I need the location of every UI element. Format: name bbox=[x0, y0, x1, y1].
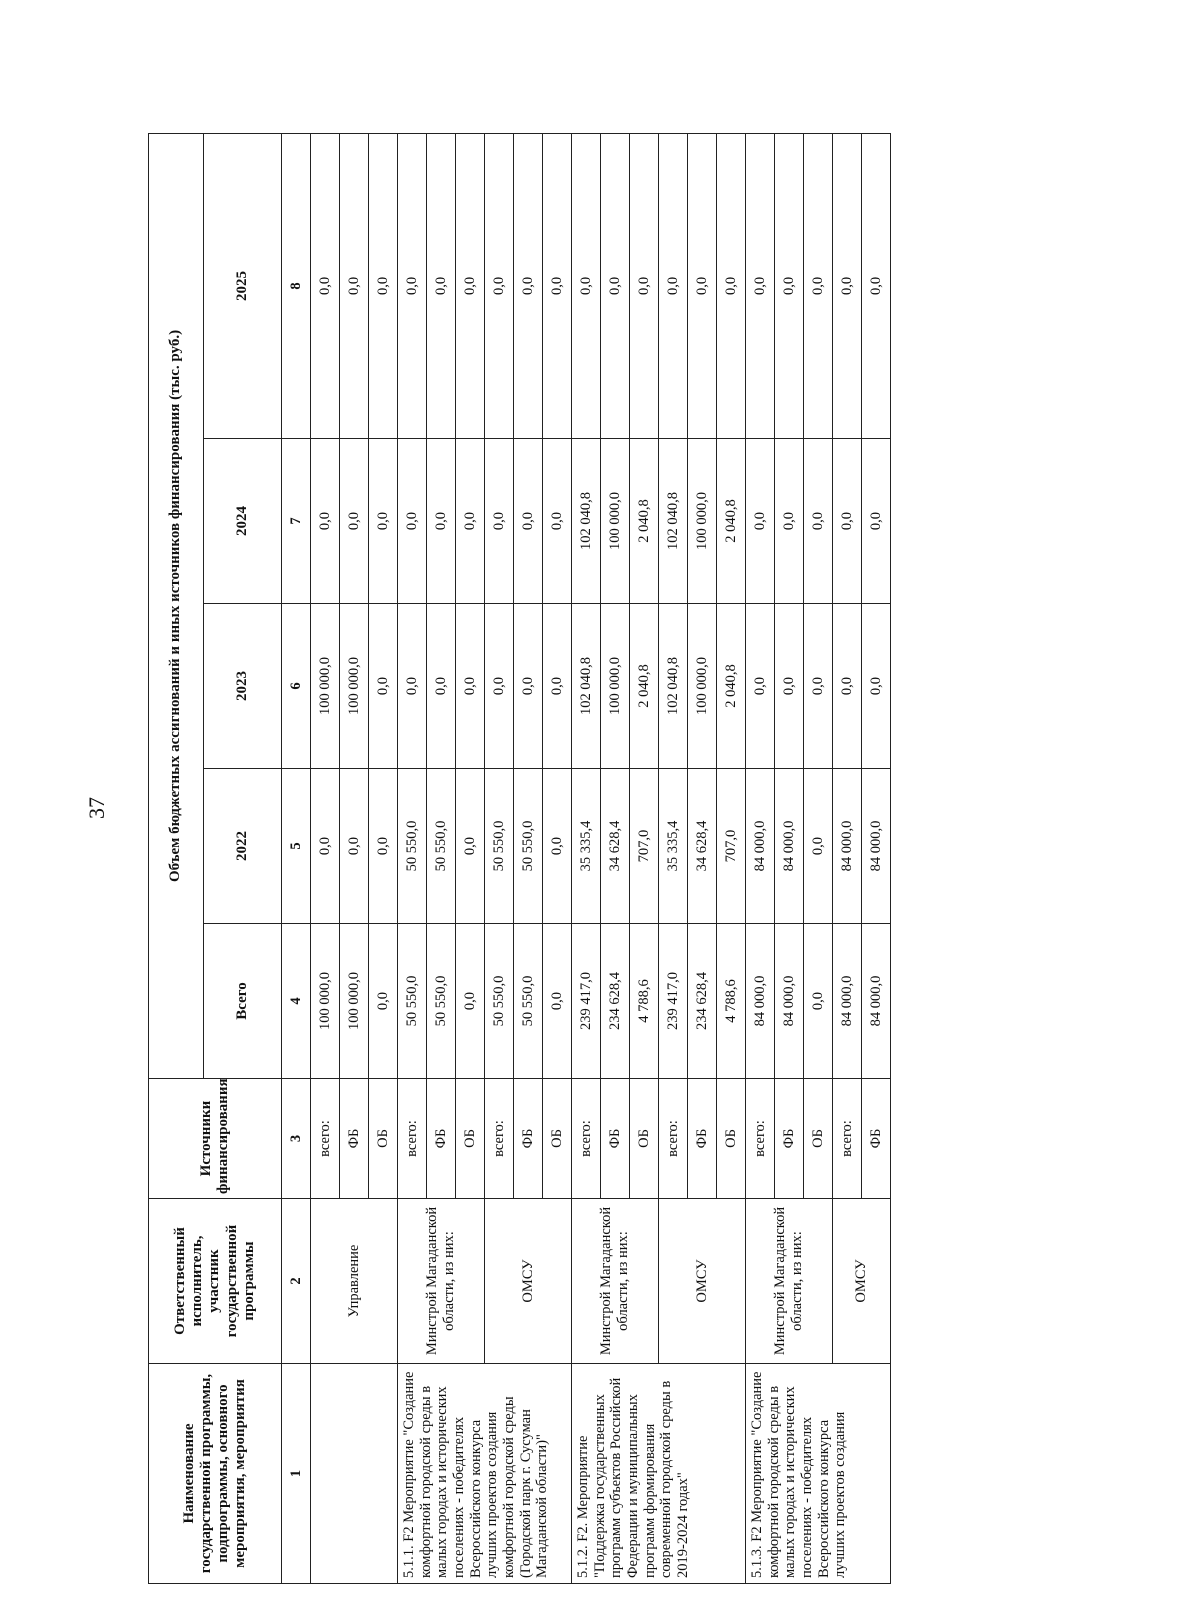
amount-cell: 100 000,0 bbox=[311, 604, 340, 769]
amount-cell: 0,0 bbox=[804, 133, 833, 438]
funding-source-cell: всего: bbox=[833, 1079, 862, 1199]
amount-cell: 100 000,0 bbox=[601, 439, 630, 604]
amount-cell: 100 000,0 bbox=[340, 924, 369, 1079]
activity-name: 5.1.1. F2 Мероприятие "Создание комфортной городской среды в малых городах и исторических поселениях - победителях Всероссийского конкурса лучших проектов создания комфортной городской среды (Городской парк г. Сусуман Магаданской области)" bbox=[398, 1364, 572, 1584]
funding-source-cell: ОБ bbox=[456, 1079, 485, 1199]
amount-cell: 0,0 bbox=[369, 439, 398, 604]
table-row bbox=[746, 133, 775, 1583]
amount-cell: 50 550,0 bbox=[398, 769, 427, 924]
amount-cell: 100 000,0 bbox=[688, 439, 717, 604]
amount-cell: 0,0 bbox=[485, 604, 514, 769]
executor-cell: Минстрой Магаданской области, из них: bbox=[572, 1199, 659, 1364]
executor-cell: ОМСУ bbox=[485, 1199, 572, 1364]
amount-cell: 35 335,4 bbox=[659, 769, 688, 924]
amount-cell: 100 000,0 bbox=[311, 924, 340, 1079]
amount-cell: 0,0 bbox=[340, 439, 369, 604]
amount-cell: 0,0 bbox=[688, 133, 717, 438]
amount-cell: 234 628,4 bbox=[601, 924, 630, 1079]
amount-cell: 0,0 bbox=[630, 133, 659, 438]
header-name: Наименование государственной программы, подпрограммы, основного мероприятия, мероприятия bbox=[149, 1364, 282, 1584]
header-year: 2022 bbox=[204, 769, 282, 924]
amount-cell: 50 550,0 bbox=[514, 769, 543, 924]
amount-cell: 0,0 bbox=[369, 604, 398, 769]
amount-cell: 0,0 bbox=[340, 133, 369, 438]
amount-cell: 2 040,8 bbox=[717, 439, 746, 604]
funding-source-cell: всего: bbox=[311, 1079, 340, 1199]
amount-cell: 2 040,8 bbox=[630, 604, 659, 769]
amount-cell: 0,0 bbox=[456, 769, 485, 924]
amount-cell: 4 788,6 bbox=[630, 924, 659, 1079]
header-year: 2024 bbox=[204, 439, 282, 604]
amount-cell: 0,0 bbox=[833, 604, 862, 769]
amount-cell: 0,0 bbox=[775, 604, 804, 769]
amount-cell: 102 040,8 bbox=[572, 604, 601, 769]
amount-cell: 84 000,0 bbox=[862, 769, 891, 924]
amount-cell: 0,0 bbox=[456, 439, 485, 604]
activity-name: 5.1.2. F2. Мероприятие "Поддержка государственных программ субъектов Российской Федерации и муниципальных программ формирования современной городской среды в 2019-2024 годах" bbox=[572, 1364, 746, 1584]
amount-cell: 0,0 bbox=[398, 439, 427, 604]
amount-cell: 0,0 bbox=[514, 439, 543, 604]
funding-source-cell: ФБ bbox=[427, 1079, 456, 1199]
column-number: 7 bbox=[282, 439, 311, 604]
amount-cell: 0,0 bbox=[398, 133, 427, 438]
amount-cell: 2 040,8 bbox=[717, 604, 746, 769]
amount-cell: 50 550,0 bbox=[427, 924, 456, 1079]
amount-cell: 0,0 bbox=[456, 604, 485, 769]
header-year: 2025 bbox=[204, 133, 282, 438]
funding-source-cell: ФБ bbox=[688, 1079, 717, 1199]
amount-cell: 0,0 bbox=[746, 439, 775, 604]
executor-cell: Минстрой Магаданской области, из них: bbox=[398, 1199, 485, 1364]
column-number: 2 bbox=[282, 1199, 311, 1364]
funding-source-cell: ОБ bbox=[543, 1079, 572, 1199]
amount-cell: 2 040,8 bbox=[630, 439, 659, 604]
amount-cell: 102 040,8 bbox=[659, 439, 688, 604]
amount-cell: 0,0 bbox=[485, 133, 514, 438]
amount-cell: 0,0 bbox=[369, 769, 398, 924]
amount-cell: 0,0 bbox=[862, 604, 891, 769]
amount-cell: 50 550,0 bbox=[398, 924, 427, 1079]
amount-cell: 0,0 bbox=[427, 604, 456, 769]
funding-source-cell: ФБ bbox=[862, 1079, 891, 1199]
amount-cell: 0,0 bbox=[804, 924, 833, 1079]
amount-cell: 0,0 bbox=[427, 133, 456, 438]
amount-cell: 707,0 bbox=[717, 769, 746, 924]
funding-source-cell: ОБ bbox=[804, 1079, 833, 1199]
column-number: 1 bbox=[282, 1364, 311, 1584]
table-row bbox=[311, 133, 340, 1583]
amount-cell: 0,0 bbox=[427, 439, 456, 604]
amount-cell: 84 000,0 bbox=[746, 769, 775, 924]
amount-cell: 0,0 bbox=[369, 924, 398, 1079]
funding-source-cell: всего: bbox=[398, 1079, 427, 1199]
amount-cell: 0,0 bbox=[717, 133, 746, 438]
amount-cell: 0,0 bbox=[543, 604, 572, 769]
amount-cell: 84 000,0 bbox=[862, 924, 891, 1079]
amount-cell: 84 000,0 bbox=[833, 924, 862, 1079]
amount-cell: 0,0 bbox=[804, 769, 833, 924]
amount-cell: 84 000,0 bbox=[746, 924, 775, 1079]
funding-source-cell: ОБ bbox=[369, 1079, 398, 1199]
amount-cell: 0,0 bbox=[543, 133, 572, 438]
amount-cell: 100 000,0 bbox=[601, 604, 630, 769]
executor-cell: ОМСУ bbox=[659, 1199, 746, 1364]
amount-cell: 34 628,4 bbox=[688, 769, 717, 924]
executor-cell: Минстрой Магаданской области, из них: bbox=[746, 1199, 833, 1364]
amount-cell: 50 550,0 bbox=[514, 924, 543, 1079]
amount-cell: 0,0 bbox=[543, 439, 572, 604]
funding-source-cell: ФБ bbox=[514, 1079, 543, 1199]
amount-cell: 239 417,0 bbox=[572, 924, 601, 1079]
amount-cell: 0,0 bbox=[804, 439, 833, 604]
amount-cell: 0,0 bbox=[543, 769, 572, 924]
amount-cell: 0,0 bbox=[485, 439, 514, 604]
funding-source-cell: ФБ bbox=[340, 1079, 369, 1199]
column-number: 4 bbox=[282, 924, 311, 1079]
amount-cell: 0,0 bbox=[311, 769, 340, 924]
executor-cell: ОМСУ bbox=[833, 1199, 891, 1364]
amount-cell: 50 550,0 bbox=[485, 769, 514, 924]
table-row bbox=[572, 133, 601, 1583]
amount-cell: 102 040,8 bbox=[572, 439, 601, 604]
amount-cell: 0,0 bbox=[862, 133, 891, 438]
amount-cell: 4 788,6 bbox=[717, 924, 746, 1079]
funding-source-cell: всего: bbox=[572, 1079, 601, 1199]
executor-cell: Управление bbox=[311, 1199, 398, 1364]
header-sources: Источники финансирования bbox=[149, 1079, 282, 1199]
amount-cell: 0,0 bbox=[456, 924, 485, 1079]
rotated-table-container bbox=[148, 134, 1003, 1584]
amount-cell: 50 550,0 bbox=[485, 924, 514, 1079]
amount-cell: 100 000,0 bbox=[340, 604, 369, 769]
amount-cell: 0,0 bbox=[862, 439, 891, 604]
table-body bbox=[311, 133, 891, 1583]
activity-name: 5.1.3. F2 Мероприятие "Создание комфортной городской среды в малых городах и исторических поселениях - победителях Всероссийского конкурса лучших проектов создания bbox=[746, 1364, 891, 1584]
funding-source-cell: всего: bbox=[485, 1079, 514, 1199]
amount-cell: 84 000,0 bbox=[833, 769, 862, 924]
funding-source-cell: ФБ bbox=[601, 1079, 630, 1199]
funding-source-cell: ФБ bbox=[775, 1079, 804, 1199]
amount-cell: 0,0 bbox=[833, 439, 862, 604]
amount-cell: 35 335,4 bbox=[572, 769, 601, 924]
amount-cell: 50 550,0 bbox=[427, 769, 456, 924]
amount-cell: 0,0 bbox=[659, 133, 688, 438]
amount-cell: 0,0 bbox=[514, 604, 543, 769]
amount-cell: 0,0 bbox=[369, 133, 398, 438]
amount-cell: 0,0 bbox=[833, 133, 862, 438]
funding-source-cell: ОБ bbox=[630, 1079, 659, 1199]
budget-table bbox=[148, 133, 891, 1584]
amount-cell: 0,0 bbox=[340, 769, 369, 924]
amount-cell: 0,0 bbox=[514, 133, 543, 438]
column-number: 5 bbox=[282, 769, 311, 924]
amount-cell: 0,0 bbox=[601, 133, 630, 438]
amount-cell: 0,0 bbox=[398, 604, 427, 769]
amount-cell: 239 417,0 bbox=[659, 924, 688, 1079]
amount-cell: 100 000,0 bbox=[688, 604, 717, 769]
amount-cell: 84 000,0 bbox=[775, 924, 804, 1079]
amount-cell: 234 628,4 bbox=[688, 924, 717, 1079]
funding-source-cell: ОБ bbox=[717, 1079, 746, 1199]
amount-cell: 0,0 bbox=[804, 604, 833, 769]
activity-name bbox=[311, 1364, 398, 1584]
amount-cell: 0,0 bbox=[456, 133, 485, 438]
amount-cell: 0,0 bbox=[311, 439, 340, 604]
amount-cell: 84 000,0 bbox=[775, 769, 804, 924]
amount-cell: 0,0 bbox=[311, 133, 340, 438]
funding-source-cell: всего: bbox=[746, 1079, 775, 1199]
column-number: 8 bbox=[282, 133, 311, 438]
amount-cell: 34 628,4 bbox=[601, 769, 630, 924]
header-volume: Объем бюджетных ассигнований и иных источников финансирования (тыс. руб.) bbox=[149, 133, 204, 1078]
header-year: Всего bbox=[204, 924, 282, 1079]
header-executor: Ответственный исполнитель, участник государственной программы bbox=[149, 1199, 282, 1364]
amount-cell: 0,0 bbox=[543, 924, 572, 1079]
amount-cell: 707,0 bbox=[630, 769, 659, 924]
page-number: 37 bbox=[84, 797, 109, 819]
amount-cell: 0,0 bbox=[572, 133, 601, 438]
amount-cell: 0,0 bbox=[746, 133, 775, 438]
amount-cell: 0,0 bbox=[775, 133, 804, 438]
column-number: 3 bbox=[282, 1079, 311, 1199]
header-year: 2023 bbox=[204, 604, 282, 769]
amount-cell: 0,0 bbox=[746, 604, 775, 769]
amount-cell: 102 040,8 bbox=[659, 604, 688, 769]
amount-cell: 0,0 bbox=[775, 439, 804, 604]
column-number: 6 bbox=[282, 604, 311, 769]
funding-source-cell: всего: bbox=[659, 1079, 688, 1199]
table-row bbox=[398, 133, 427, 1583]
